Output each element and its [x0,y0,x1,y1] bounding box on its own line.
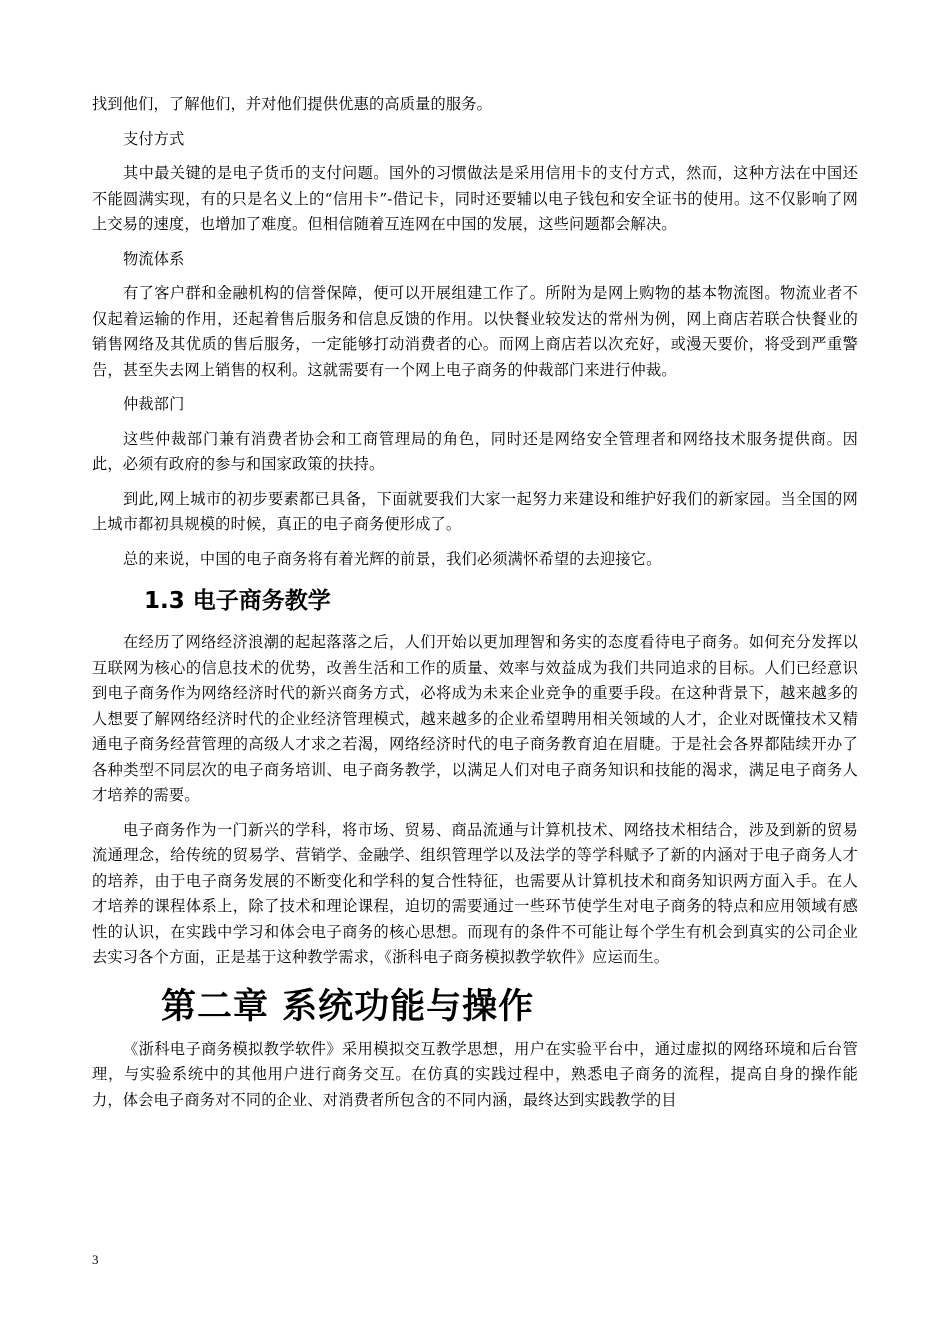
page-content [92,92,858,1113]
paragraph-online-city: 到此,网上城市的初步要素都已具备，下面就要我们大家一起努力来建设和维护好我们的新家园。当全国的网上城市都初具规模的时候，真正的电子商务便形成了。 [92,489,858,533]
paragraph-section-1: 在经历了网络经济浪潮的起起落落之后，人们开始以更加理智和务实的态度看待电子商务。如何充分发挥以互联网为核心的信息技术的优势，改善生活和工作的质量、效率与效益成为我们共同追求的目标。人们已经意识到电子商务作为网络经济时代的新兴商务方式，必将成为未来企业竞争的重要手段。在这种背景下，越来越多的人想要了解网络经济时代的企业经济管理模式，越来越多的企业希望聘用相关领域的人才，企业对既懂技术又精通电子商务经营管理的高级人才求之若渴，网络经济时代的电子商务教育迫在眉睫。于是社会各界都陆续开办了各种类型不同层次的电子商务培训、电子商务教学，以满足人们对电子商务知识和技能的渴求，满足电子商务人才培养的需要。 [92,633,858,804]
paragraph-continuation: 找到他们，了解他们，并对他们提供优惠的高质量的服务。 [92,95,493,113]
subheading-payment: 支付方式 [123,129,185,148]
paragraph-logistics: 有了客户群和金融机构的信誉保障，便可以开展组建工作了。所附为是网上购物的基本物流图。物流业者不仅起着运输的作用，还起着售后服务和信息反馈的作用。以快餐业较发达的常州为例，网上商店若联合快餐业的销售网络及其优质的售后服务，一定能够打动消费者的心。而网上商店若以次充好，或漫天要价，将受到严重警告，甚至失去网上销售的权利。这就需要有一个网上电子商务的仲裁部门来进行仲裁。 [92,284,858,379]
subheading-logistics: 物流体系 [123,249,185,268]
paragraph-payment: 其中最关键的是电子货币的支付问题。国外的习惯做法是采用信用卡的支付方式，然而，这种方法在中国还不能圆满实现，有的只是名义上的“信用卡”-借记卡，同时还要辅以电子钱包和安全证书的使用。这不仅影响了网上交易的速度，也增加了难度。但相信随着互连网在中国的发展，这些问题都会解决。 [92,164,858,233]
paragraph-section-2: 电子商务作为一门新兴的学科，将市场、贸易、商品流通与计算机技术、网络技术相结合，涉及到新的贸易流通理念，给传统的贸易学、营销学、金融学、组织管理学以及法学的等学科赋予了新的内涵对于电子商务人才的培养，由于电子商务发展的不断变化和学科的复合性特征，也需要从计算机技术和商务知识两方面入手。在人才培养的课程体系上，除了技术和理论课程，迫切的需要通过一些环节使学生对电子商务的特点和应用领域有感性的认识，在实践中学习和体会电子商务的核心思想。而现有的条件不可能让每个学生有机会到真实的公司企业去实习各个方面，正是基于这种教学需求，《浙科电子商务模拟教学软件》应运而生。 [92,820,858,966]
subheading-arbitration: 仲裁部门 [123,395,185,413]
chapter-heading: 第二章 系统功能与操作 [161,986,535,1027]
paragraph-arbitration: 这些仲裁部门兼有消费者协会和工商管理局的角色，同时还是网络安全管理者和网络技术服务提供商。因此，必须有政府的参与和国家政策的扶持。 [92,429,858,473]
paragraph-chapter-intro: 《浙科电子商务模拟教学软件》采用模拟交互教学思想，用户在实验平台中，通过虚拟的网络环境和后台管理，与实验系统中的其他用户进行商务交互。在仿真的实践过程中，熟悉电子商务的流程，提高自身的操作能力，体会电子商务对不同的企业、对消费者所包含的不同内涵，最终达到实践教学的目 [92,1039,858,1109]
paragraph-summary: 总的来说，中国的电子商务将有着光辉的前景，我们必须满怀希望的去迎接它。 [123,549,662,568]
section-heading: 1.3 电子商务教学 [144,588,331,614]
page-number: 3 [92,1252,99,1267]
